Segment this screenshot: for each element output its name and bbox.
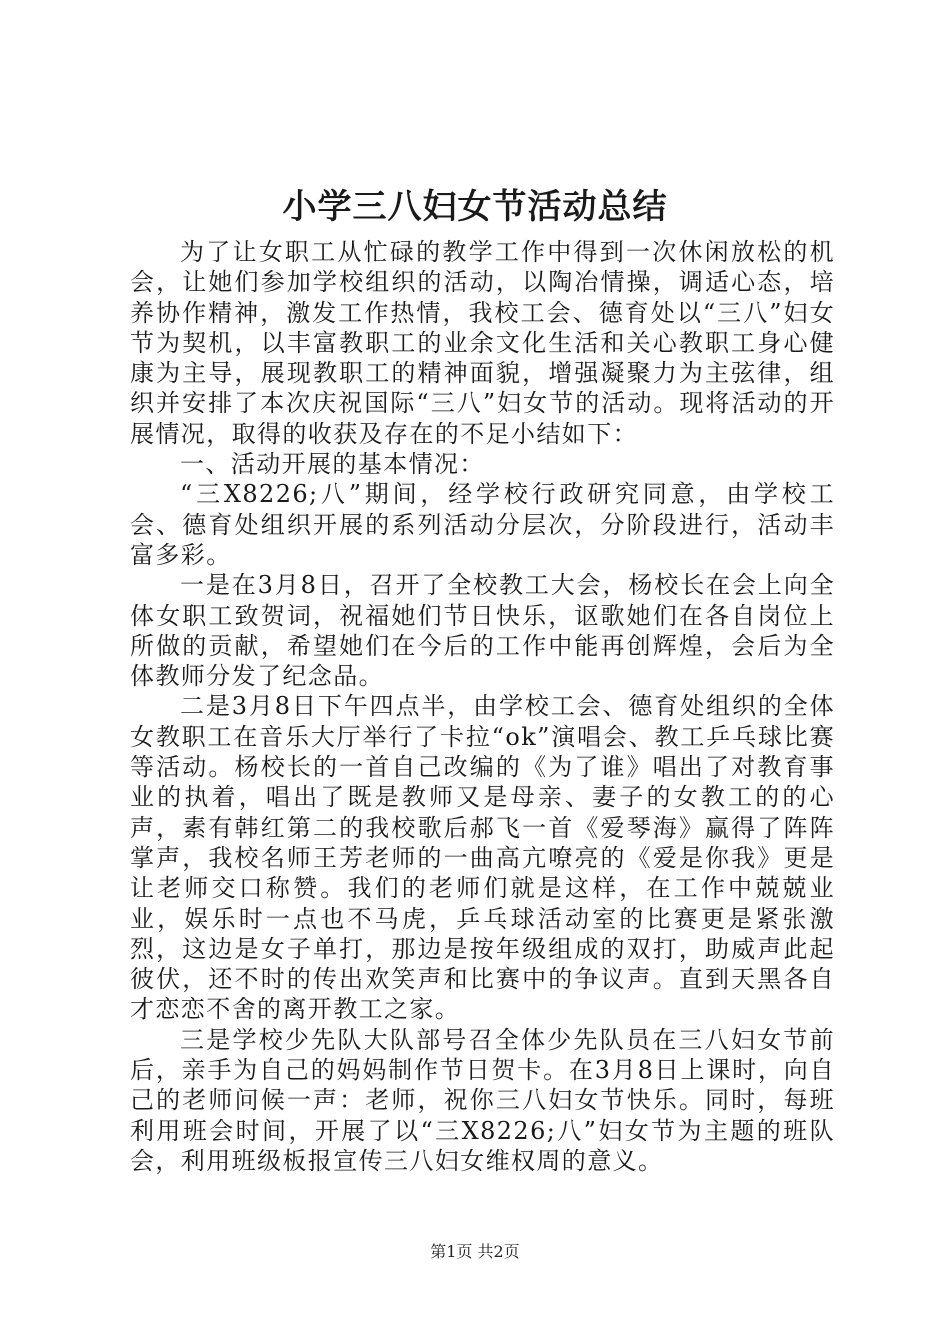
- paragraph-intro: 为了让女职工从忙碌的教学工作中得到一次休闲放松的机会，让她们参加学校组织的活动，以陶冶情操，调适心态，培养协作精神，激发工作热情，我校工会、德育处以“三八”妇女节为契机，以丰富教职工的业余文化生活和关心教职工身心健康为主导，展现教职工的精神面貌，增强凝聚力为主弦律，组织并安排了本次庆祝国际“三八”妇女节的活动。现将活动的开展情况，取得的收获及存在的不足小结如下：: [130, 238, 835, 448]
- paragraph-third-activity: 三是学校少先队大队部号召全体少先队员在三八妇女节前后，亲手为自己的妈妈制作节日贺卡。在3月8日上课时，向自己的老师问候一声：老师，祝你三八妇女节快乐。同时，每班利用班会时间，开展了以“三X8226;八”妇女节为主题的班队会，利用班级板报宣传三八妇女维权周的意义。: [130, 1025, 835, 1175]
- page-footer: [0, 1241, 950, 1263]
- paragraph-overview: “三X8226;八”期间，经学校行政研究同意，由学校工会、德育处组织开展的系列活动分层次，分阶段进行，活动丰富多彩。: [130, 480, 835, 569]
- page-indicator: 第1页 共2页: [430, 1242, 520, 1261]
- document-body: [130, 237, 835, 1176]
- paragraph-first-activity: 一是在3月8日，召开了全校教工大会，杨校长在会上向全体女职工致贺词，祝福她们节日快乐，讴歌她们在各自岗位上所做的贡献，希望她们在今后的工作中能再创辉煌，会后为全体教师分发了纪念品。: [130, 571, 835, 691]
- section-heading: 一、活动开展的基本情况：: [180, 450, 485, 479]
- document-title: 小学三八妇女节活动总结: [282, 187, 668, 227]
- paragraph-second-activity: 二是3月8日下午四点半，由学校工会、德育处组织的全体女教职工在音乐大厅举行了卡拉“ok”演唱会、教工乒乓球比赛等活动。杨校长的一首自己改编的《为了谁》唱出了对教育事业的执着，唱出了既是教师又是母亲、妻子的女教工的的心声，素有韩红第二的我校歌后郝飞一首《爱琴海》赢得了阵阵掌声，我校名师王芳老师的一曲高亢嘹亮的《爱是你我》更是让老师交口称赞。我们的老师们就是这样，在工作中兢兢业业，娱乐时一点也不马虎，乒乓球活动室的比赛更是紧张激烈，这边是女子单打，那边是按年级组成的双打，助威声此起彼伏，还不时的传出欢笑声和比赛中的争议声。直到天黑各自才恋恋不舍的离开教工之家。: [130, 692, 835, 1024]
